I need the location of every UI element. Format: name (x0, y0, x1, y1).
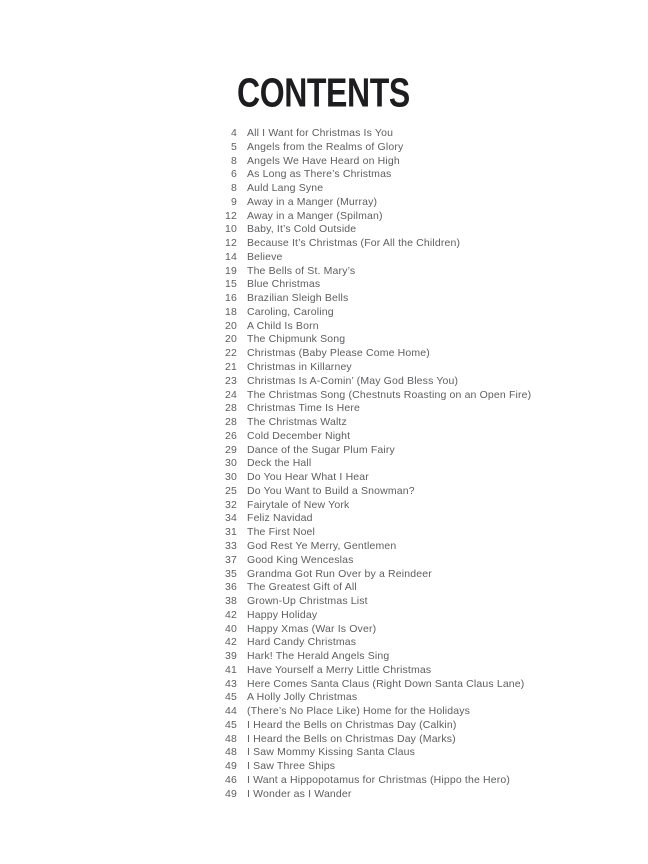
toc-row (200, 389, 630, 403)
toc-row (200, 760, 630, 774)
toc-page-number: 23 (225, 374, 237, 387)
toc-title: The Chipmunk Song (247, 333, 346, 346)
toc-title: Good King Wenceslas (247, 553, 354, 566)
toc-row (200, 609, 630, 623)
toc-row (200, 788, 630, 802)
toc-page-number: 31 (225, 526, 237, 539)
toc-page-number: 37 (225, 553, 237, 566)
toc-row (200, 512, 630, 526)
toc-page-number: 5 (231, 140, 237, 153)
toc-title: I Saw Three Ships (247, 760, 336, 773)
toc-page-number: 20 (225, 319, 237, 332)
toc-title: I Want a Hippopotamus for Christmas (Hippo the Hero) (247, 773, 511, 786)
toc-page-number: 24 (225, 388, 237, 401)
toc-row (200, 333, 630, 347)
toc-row (200, 237, 630, 251)
toc-page-number: 19 (225, 264, 237, 277)
toc-page-number: 49 (225, 760, 237, 773)
toc-row (200, 664, 630, 678)
toc-title: Baby, It’s Cold Outside (247, 223, 357, 236)
toc-page-number: 44 (225, 705, 237, 718)
toc-page-number: 48 (225, 732, 237, 745)
toc-title: Hark! The Herald Angels Sing (247, 650, 390, 663)
toc-title: Christmas in Killarney (247, 361, 352, 374)
page-title: CONTENTS (237, 71, 410, 116)
toc-row (200, 402, 630, 416)
toc-title: Caroling, Caroling (247, 305, 334, 318)
toc-title: A Holly Jolly Christmas (247, 691, 358, 704)
toc-row (200, 540, 630, 554)
toc-title: I Saw Mommy Kissing Santa Claus (247, 746, 416, 759)
toc-row (200, 223, 630, 237)
toc-page-number: 30 (225, 457, 237, 470)
toc-title: A Child Is Born (247, 319, 319, 332)
toc-row (200, 155, 630, 169)
toc-row (200, 141, 630, 155)
toc-title: (There’s No Place Like) Home for the Holidays (247, 705, 471, 718)
toc-row (200, 691, 630, 705)
toc-row (200, 251, 630, 265)
toc-page-number: 14 (225, 250, 237, 263)
toc-page-number: 32 (225, 498, 237, 511)
toc-row (200, 182, 630, 196)
toc-title: The Bells of St. Mary’s (247, 264, 356, 277)
toc-title: Christmas Time Is Here (247, 402, 360, 415)
toc-title: I Heard the Bells on Christmas Day (Calkin) (247, 718, 457, 731)
toc-title: The First Noel (247, 526, 316, 539)
toc-page-number: 42 (225, 636, 237, 649)
toc-page-number: 26 (225, 429, 237, 442)
toc-page-number: 8 (231, 154, 237, 167)
toc-title: God Rest Ye Merry, Gentlemen (247, 539, 397, 552)
toc-title: Away in a Manger (Spilman) (247, 209, 383, 222)
toc-title: Brazilian Sleigh Bells (247, 292, 349, 305)
toc-title: Grandma Got Run Over by a Reindeer (247, 567, 432, 580)
toc-row (200, 485, 630, 499)
toc-title: Angels from the Realms of Glory (247, 140, 404, 153)
toc-title: Away in a Manger (Murray) (247, 195, 378, 208)
toc-page-number: 9 (231, 195, 237, 208)
toc-title: Cold December Night (247, 429, 351, 442)
toc-row (200, 554, 630, 568)
toc-page-number: 36 (225, 581, 237, 594)
toc-row (200, 719, 630, 733)
toc-title: Believe (247, 250, 283, 263)
toc-row (200, 746, 630, 760)
toc-title: Grown-Up Christmas List (247, 595, 368, 608)
toc-title: Do You Hear What I Hear (247, 471, 369, 484)
toc-title: Angels We Have Heard on High (247, 154, 400, 167)
toc-page-number: 45 (225, 718, 237, 731)
toc-row (200, 292, 630, 306)
toc-row (200, 265, 630, 279)
toc-row (200, 127, 630, 141)
toc-page-number: 21 (225, 361, 237, 374)
toc-row (200, 499, 630, 513)
toc-page-number: 30 (225, 471, 237, 484)
toc-page-number: 10 (225, 223, 237, 236)
toc-page-number: 43 (225, 677, 237, 690)
toc-page-number: 42 (225, 608, 237, 621)
toc-row (200, 623, 630, 637)
toc-page-number: 25 (225, 484, 237, 497)
toc-title: Christmas Is A-Comin’ (May God Bless You) (247, 374, 459, 387)
toc-page-number: 49 (225, 787, 237, 800)
toc-page-number: 41 (225, 663, 237, 676)
toc-row (200, 416, 630, 430)
toc-title: Have Yourself a Merry Little Christmas (247, 663, 432, 676)
toc-title: The Christmas Waltz (247, 416, 347, 429)
toc-row (200, 457, 630, 471)
toc-page-number: 40 (225, 622, 237, 635)
toc-page-number: 39 (225, 650, 237, 663)
toc-title: Do You Want to Build a Snowman? (247, 484, 415, 497)
toc-title: Here Comes Santa Claus (Right Down Santa Claus Lane) (247, 677, 525, 690)
toc-page-number: 16 (225, 292, 237, 305)
toc-row (200, 444, 630, 458)
toc-row (200, 595, 630, 609)
toc-row (200, 306, 630, 320)
toc-title: The Greatest Gift of All (247, 581, 357, 594)
toc-title: As Long as There’s Christmas (247, 168, 392, 181)
toc-page-number: 46 (225, 773, 237, 786)
toc-page-number: 12 (225, 237, 237, 250)
toc-page-number: 6 (231, 168, 237, 181)
toc-title: Hard Candy Christmas (247, 636, 357, 649)
toc-row (200, 375, 630, 389)
toc-title: Auld Lang Syne (247, 182, 324, 195)
toc-title: Happy Xmas (War Is Over) (247, 622, 377, 635)
toc-page-number: 8 (231, 182, 237, 195)
toc-title: I Wonder as I Wander (247, 787, 352, 800)
toc-row (200, 168, 630, 182)
toc-page-number: 35 (225, 567, 237, 580)
toc-page-number: 15 (225, 278, 237, 291)
toc-title: Feliz Navidad (247, 512, 313, 525)
toc-row (200, 678, 630, 692)
toc-title: Because It’s Christmas (For All the Children) (247, 237, 461, 250)
toc-title: Deck the Hall (247, 457, 312, 470)
toc-page-number: 38 (225, 595, 237, 608)
toc-row (200, 636, 630, 650)
toc-title: All I Want for Christmas Is You (247, 127, 394, 139)
toc-page-number: 28 (225, 416, 237, 429)
toc-row (200, 581, 630, 595)
toc-row (200, 347, 630, 361)
toc-row (200, 568, 630, 582)
toc-title: Happy Holiday (247, 608, 318, 621)
toc-page-number: 29 (225, 443, 237, 456)
toc-row (200, 320, 630, 334)
toc-page-number: 20 (225, 333, 237, 346)
toc-row (200, 774, 630, 788)
toc-row (200, 430, 630, 444)
toc-row (200, 196, 630, 210)
toc-page-number: 34 (225, 512, 237, 525)
toc-title: I Heard the Bells on Christmas Day (Marks) (247, 732, 456, 745)
toc-title: The Christmas Song (Chestnuts Roasting on an Open Fire) (247, 388, 532, 401)
toc-page-number: 48 (225, 746, 237, 759)
toc-page-number: 18 (225, 305, 237, 318)
toc-page-number: 28 (225, 402, 237, 415)
toc-row (200, 650, 630, 664)
toc-row (200, 278, 630, 292)
toc-row (200, 361, 630, 375)
toc-page-number: 12 (225, 209, 237, 222)
toc-title: Dance of the Sugar Plum Fairy (247, 443, 395, 456)
toc-page-number: 4 (231, 127, 237, 139)
toc-row (200, 705, 630, 719)
toc-row (200, 210, 630, 224)
toc-list (200, 127, 630, 802)
toc-title: Fairytale of New York (247, 498, 350, 511)
toc-title: Christmas (Baby Please Come Home) (247, 347, 430, 360)
toc-page-number: 33 (225, 539, 237, 552)
toc-row (200, 471, 630, 485)
toc-page-number: 22 (225, 347, 237, 360)
toc-row (200, 526, 630, 540)
toc-title: Blue Christmas (247, 278, 321, 291)
toc-page-number: 45 (225, 691, 237, 704)
toc-row (200, 733, 630, 747)
